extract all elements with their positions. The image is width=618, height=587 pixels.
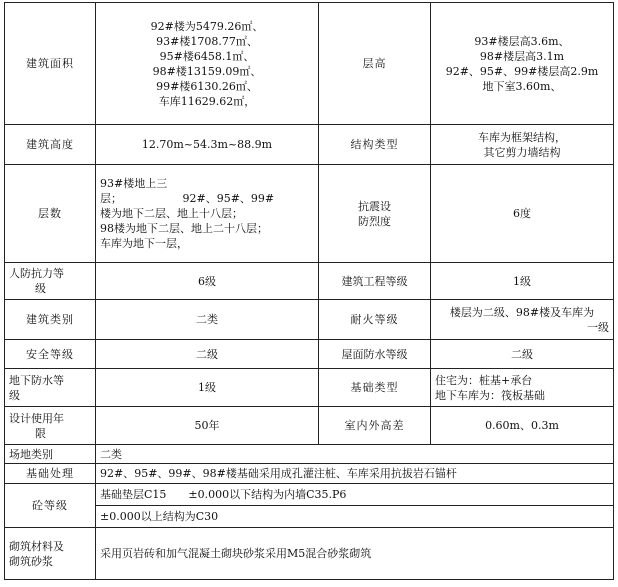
label-design-life [5, 407, 96, 445]
floors-line: 98楼为地下二层、地上二十八层； [100, 222, 268, 235]
label-masonry [5, 528, 96, 580]
floor-height-line: 地下室3.60m、 [482, 79, 562, 93]
value-design-life: 50年 [96, 407, 319, 445]
civil-defense-label-line: 级 [35, 282, 46, 295]
value-fire-rating [431, 300, 614, 340]
floor-height-line: 98#楼层高3.1m [479, 49, 565, 63]
label-floors: 层数 [5, 165, 96, 263]
label-foundation-type: 基础类型 [319, 369, 431, 407]
value-foundation-treatment: 92#、95#、99#、98#楼基础采用成孔灌注桩、车库采用抗拔岩石锚杆 [96, 464, 614, 484]
value-elevation-diff: 0.60m、0.3m [431, 407, 614, 445]
row-waterproof [5, 369, 614, 407]
row-foundation [5, 464, 614, 484]
label-structure-type: 结构类型 [319, 125, 431, 165]
masonry-label-line: 砌筑材料及 [9, 539, 64, 553]
floor-height-line: 92#、95#、99#楼层高2.9m [445, 64, 599, 78]
row-area [5, 3, 614, 125]
row-height [5, 125, 614, 165]
value-building-height: 12.70m~54.3m~88.9m [96, 125, 319, 165]
value-foundation-type [431, 369, 614, 407]
value-roof-waterproof: 二级 [431, 340, 614, 369]
area-line: 93#楼1708.77㎡、 [156, 34, 258, 48]
area-line: 车库11629.62㎡， [158, 94, 256, 108]
row-floors [5, 165, 614, 263]
label-area: 建筑面积 [5, 3, 96, 125]
value-structure-type [431, 125, 614, 165]
value-area [96, 3, 319, 125]
label-safety: 安全等级 [5, 340, 96, 369]
civil-defense-label-line: 人防抗力等 [9, 267, 64, 280]
structure-line: 车库为框架结构， [478, 130, 566, 144]
masonry-label-line: 砌筑砂浆 [9, 554, 53, 568]
value-engineering-grade: 1级 [431, 263, 614, 300]
label-fire-rating: 耐火等级 [319, 300, 431, 340]
value-masonry: 采用页岩砖和加气混凝土砌块砂浆采用M5混合砂浆砌筑 [96, 528, 614, 580]
fire-rating-line: 楼层为二级、98#楼及车库为 [449, 305, 595, 319]
value-floors [96, 165, 319, 263]
value-floor-height [431, 3, 614, 125]
underground-waterproof-label-line: 级 [9, 388, 20, 402]
area-line: 98#楼13159.09㎡、 [152, 64, 262, 78]
label-engineering-grade: 建筑工程等级 [319, 263, 431, 300]
label-underground-waterproof [5, 369, 96, 407]
label-civil-defense [5, 263, 96, 300]
label-site-category: 场地类别 [5, 445, 96, 464]
value-concrete-line1: 基础垫层C15 ±0.000以下结构为内墙C35.P6 [96, 484, 614, 506]
label-concrete-grade: 砼等级 [5, 484, 96, 528]
value-category: 二类 [96, 300, 319, 340]
area-line: 92#楼为5479.26㎡、 [150, 19, 264, 33]
design-life-label-line: 设计使用年 [9, 411, 64, 425]
row-design-life [5, 407, 614, 445]
row-concrete [5, 484, 614, 506]
label-building-height: 建筑高度 [5, 125, 96, 165]
row-category [5, 300, 614, 340]
design-life-label-line: 限 [35, 426, 46, 440]
seismic-label-line: 防烈度 [358, 214, 391, 228]
label-elevation-diff: 室内外高差 [319, 407, 431, 445]
floors-line: 层； 92#、95#、99# [100, 192, 275, 205]
label-roof-waterproof: 屋面防水等级 [319, 340, 431, 369]
foundation-type-line: 住宅为：桩基+承台 [435, 373, 533, 387]
label-floor-height: 层高 [319, 3, 431, 125]
underground-waterproof-label-line: 地下防水等 [9, 373, 64, 387]
row-safety [5, 340, 614, 369]
value-site-category: 二类 [96, 445, 614, 464]
value-seismic: 6度 [431, 165, 614, 263]
value-concrete-line2: ±0.000以上结构为C30 [96, 506, 614, 528]
foundation-type-line: 地下车库为：筏板基础 [435, 388, 545, 402]
floors-line: 93#楼地上三 [100, 177, 168, 190]
value-civil-defense: 6级 [96, 263, 319, 300]
label-seismic [319, 165, 431, 263]
value-underground-waterproof: 1级 [96, 369, 319, 407]
label-foundation-treatment: 基础处理 [5, 464, 96, 484]
row-site [5, 445, 614, 464]
structure-line: 其它剪力墙结构 [483, 145, 561, 159]
area-line: 99#楼6130.26㎡、 [156, 79, 258, 93]
row-civil-defense [5, 263, 614, 300]
seismic-label-line: 抗震设 [358, 199, 391, 213]
building-spec-table [4, 2, 614, 580]
row-concrete-2 [5, 506, 614, 528]
value-safety: 二级 [96, 340, 319, 369]
floor-height-line: 93#楼层高3.6m、 [474, 34, 570, 48]
area-line: 95#楼6458.1㎡、 [159, 49, 255, 63]
label-category: 建筑类别 [5, 300, 96, 340]
row-masonry [5, 528, 614, 580]
fire-rating-line: 一级 [587, 320, 609, 334]
floors-line: 楼为地下二层、地上十八层； [100, 207, 243, 220]
floors-line: 车库为地下一层， [100, 237, 188, 250]
